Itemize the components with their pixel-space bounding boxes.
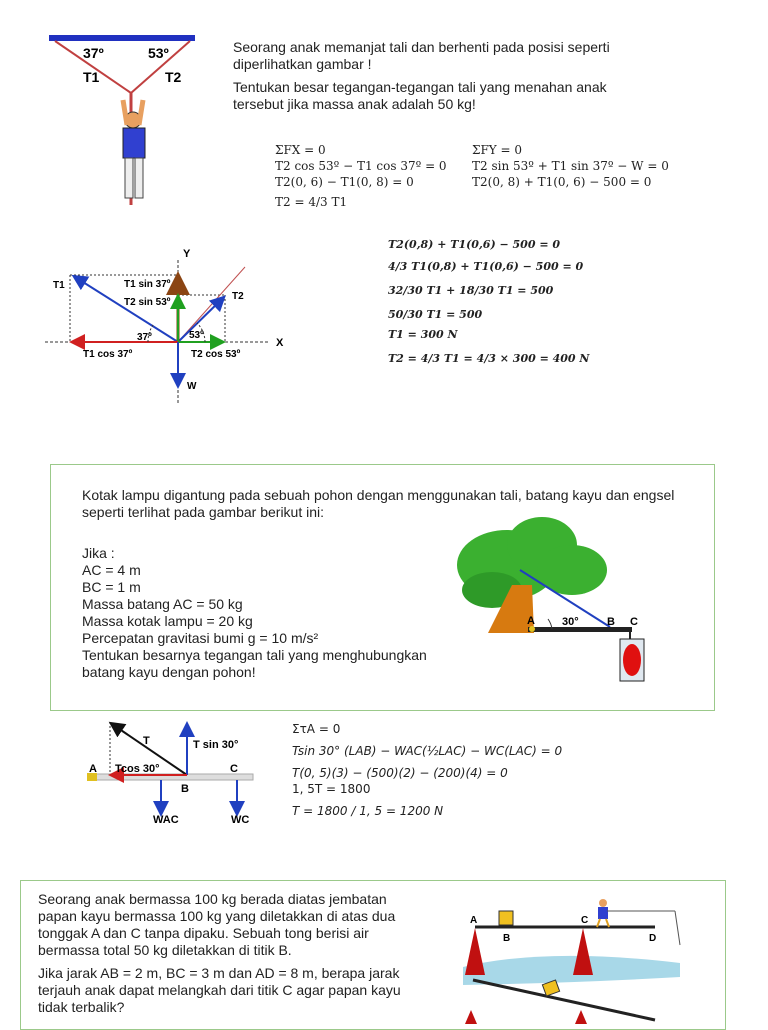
svg-text:T1 cos 37º: T1 cos 37º [83,349,133,360]
svg-text:B: B [181,783,189,795]
climbing-child-figure [45,30,205,210]
svg-text:T2 sin 53º: T2 sin 53º [124,297,171,308]
angle-53-label: 53º [148,45,169,61]
svg-text:WAC: WAC [153,814,179,826]
svg-text:A: A [89,763,97,775]
svg-text:53º: 53º [189,330,204,341]
svg-text:T1: T1 [53,280,65,291]
solution-2: ΣτA = 0 Tsin 30° (LAB) − WAC(½LAC) − WC(LAC) = 0 T(0, 5)(3) − (500)(2) − (200)(4) = 0 1, 5T = 1800 T = 1800 / 1, 5 = 1200 N [292,722,563,818]
svg-text:T: T [143,735,150,747]
svg-text:A: A [470,915,478,926]
svg-text:Y: Y [183,248,191,260]
svg-text:A: A [527,615,535,627]
svg-text:X: X [276,337,284,349]
given-mass-lamp: Massa kotak lampu = 20 kg [82,613,253,629]
svg-text:30°: 30° [562,616,579,628]
t1-label: T1 [83,69,100,85]
equations-y: ΣFY = 0 T2 sin 53º + T1 sin 37º − W = 0 T2(0, 8) + T1(0, 6) − 500 = 0 [472,143,669,189]
svg-text:T2: T2 [232,291,244,302]
tree-lamp-figure [452,515,652,685]
svg-text:37º: 37º [137,332,152,343]
problem3-text-1: Seorang anak bermassa 100 kg berada diatas jembatan papan kayu bermassa 100 kg yang diletakkan di atas dua tonggak A dan C tanpa dipaku. Sebuah tong berisi air bermassa total 50 kg diletakkan di titik B. [38,891,396,958]
problem2-intro: Kotak lampu digantung pada sebuah pohon dengan menggunakan tali, batang kayu dan engsel seperti terlihat pada gambar berikut ini: [82,487,675,520]
svg-text:T1 sin 37º: T1 sin 37º [124,279,171,290]
svg-text:C: C [630,616,638,628]
svg-text:Tcos 30°: Tcos 30° [115,763,160,775]
given-mass-rod: Massa batang AC = 50 kg [82,596,243,612]
svg-text:T sin 30°: T sin 30° [193,739,239,751]
problem1-text-2: Tentukan besar tegangan-tegangan tali yang menahan anak tersebut jika massa anak adalah 50 kg! [233,79,607,112]
t2-label: T2 [165,69,182,85]
svg-text:T2 cos 53º: T2 cos 53º [191,349,241,360]
svg-text:WC: WC [231,814,250,826]
given-ac: AC = 4 m [82,562,141,578]
svg-text:C: C [230,763,238,775]
equations-x: ΣFX = 0 T2 cos 53º − T1 cos 37º = 0 T2(0, 6) − T1(0, 8) = 0 T2 = 4/3 T1 [275,143,447,209]
given-bc: BC = 1 m [82,579,141,595]
force-diagram-1 [45,245,305,410]
problem1-text-1: Seorang anak memanjat tali dan berhenti pada posisi seperti diperlihatkan gambar ! [233,39,610,72]
svg-text:B: B [607,616,615,628]
given-gravity: Percepatan gravitasi bumi g = 10 m/s² [82,630,319,646]
svg-text:C: C [581,915,589,926]
problem3-text-2: Jika jarak AB = 2 m, BC = 3 m dan AD = 8 m, berapa jarak terjauh anak dapat melangkah dari titik C agar papan kayu tidak terbalik? [38,965,401,1015]
angle-37-label: 37º [83,45,104,61]
problem2-jika: Jika : [82,545,115,561]
bridge-figure [455,885,705,1024]
force-diagram-2 [85,718,265,828]
svg-text:D: D [649,933,657,944]
svg-text:B: B [503,933,511,944]
svg-text:W: W [187,381,197,392]
solution-1: T2(0,8) + T1(0,6) − 500 = 0 4/3 T1(0,8) + T1(0,6) − 500 = 0 32/30 T1 + 18/30 T1 = 500 50/30 T1 = 500 T1 = 300 N T2 = 4/3 T1 = 4/3 × 300 = 400 N [388,238,590,365]
problem2-question: Tentukan besarnya tegangan tali yang menghubungkan batang kayu dengan pohon! [82,647,427,680]
